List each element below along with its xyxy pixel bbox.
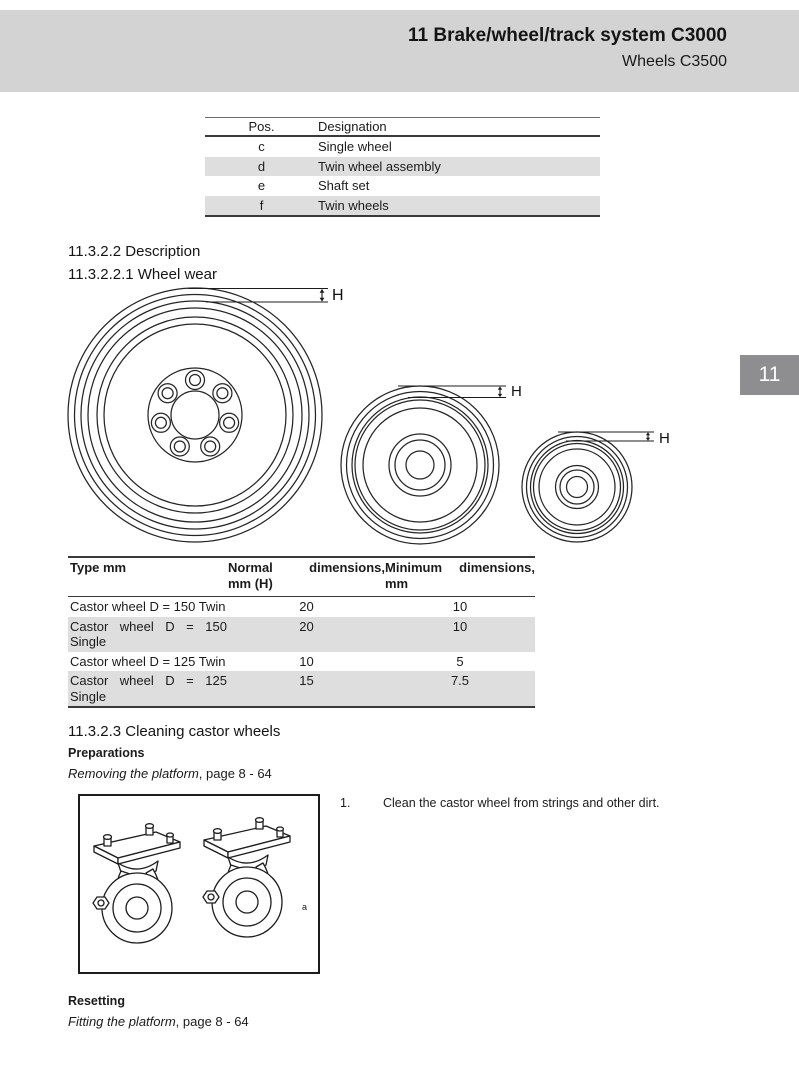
resetting-label: Resetting	[68, 994, 125, 1008]
minimum-header-word: Minimum	[385, 560, 443, 575]
removing-platform-link-text: Removing the platform	[68, 766, 199, 781]
h-dimension-label-small: H	[659, 430, 670, 447]
normal-dimension-cell: 15	[299, 673, 314, 688]
designation-cell: Twin wheel assembly	[318, 158, 441, 174]
castor-wheel-figure	[78, 794, 320, 974]
pos-cell: c	[258, 139, 265, 155]
castor-wheel-drawing	[80, 796, 318, 972]
fitting-platform-reference	[68, 1014, 249, 1029]
normal-header-word: Normal	[228, 560, 273, 575]
normal-dimension-cell: 10	[299, 653, 314, 669]
h-dimension-label-large: H	[332, 287, 344, 304]
type-cell: Castor wheel D = 125 Single	[70, 673, 227, 704]
removing-platform-reference	[68, 766, 272, 781]
chapter-title: 11 Brake/wheel/track system C3000	[408, 25, 727, 46]
fitting-platform-link-text: Fitting the platform	[68, 1014, 176, 1029]
wear-table-row	[68, 597, 535, 617]
dimensions-header-word: dimensions,	[309, 560, 385, 575]
pos-table-body	[205, 137, 600, 215]
figure-item-label: a	[302, 902, 308, 912]
wheel-wear-diagram	[60, 283, 680, 553]
preparations-label: Preparations	[68, 746, 145, 760]
mm-h-header-line: mm (H)	[228, 576, 273, 591]
type-header-cell: Type mm	[70, 560, 127, 575]
pos-table-header	[205, 117, 600, 137]
large-wheel-drawing	[68, 287, 344, 542]
pos-designation-table	[205, 117, 600, 217]
designation-cell: Twin wheels	[318, 197, 389, 213]
h-dimension-label-medium: H	[511, 383, 522, 400]
removing-platform-page-ref: , page 8 - 64	[198, 766, 272, 781]
wear-table-body	[68, 597, 535, 706]
pos-cell: f	[259, 197, 264, 213]
step-number: 1.	[340, 796, 351, 810]
step-text: Clean the castor wheel from strings and other dirt.	[383, 796, 660, 810]
chapter-thumb-tab	[740, 355, 799, 395]
heading-wheel-wear: 11.3.2.2.1 Wheel wear	[68, 266, 217, 283]
normal-dim-header-cell	[228, 560, 385, 592]
designation-cell: Single wheel	[318, 139, 392, 155]
wear-table-row	[68, 671, 535, 706]
small-wheel-drawing	[522, 430, 670, 542]
heading-description: 11.3.2.2 Description	[68, 243, 201, 260]
wear-table-header	[68, 556, 535, 597]
left-caster-drawing	[93, 824, 180, 943]
normal-dimension-cell: 20	[299, 618, 314, 634]
minimum-dimension-cell: 5	[456, 653, 464, 669]
medium-wheel-drawing	[341, 383, 522, 544]
pos-table-row	[205, 137, 600, 157]
type-cell: Castor wheel D = 150 Single	[70, 618, 227, 649]
wear-table-row	[68, 617, 535, 652]
type-cell: Castor wheel D = 125 Twin	[70, 653, 226, 669]
pos-table-row	[205, 176, 600, 196]
mm-header-line: mm	[385, 576, 409, 591]
minimum-dimension-cell: 10	[452, 599, 468, 614]
page-header	[0, 10, 799, 92]
chapter-subtitle: Wheels C3500	[622, 53, 727, 70]
heading-cleaning: 11.3.2.3 Cleaning castor wheels	[68, 723, 281, 740]
fitting-platform-page-ref: , page 8 - 64	[175, 1014, 249, 1029]
minimum-dimension-cell: 7.5	[450, 673, 470, 688]
right-caster-drawing	[203, 818, 290, 937]
pos-cell: e	[257, 178, 266, 194]
pos-table-row	[205, 196, 600, 216]
normal-dimension-cell: 20	[299, 599, 314, 614]
type-cell: Castor wheel D = 150 Twin	[70, 599, 226, 614]
designation-cell: Shaft set	[318, 178, 370, 194]
minimum-dim-header-cell	[385, 560, 535, 592]
wheel-wear-table	[68, 556, 535, 708]
designation-header-cell: Designation	[318, 119, 387, 134]
pos-cell: d	[257, 158, 266, 174]
wear-table-row	[68, 652, 535, 672]
minimum-dimension-cell: 10	[452, 618, 468, 634]
dimensions-header-word: dimensions,	[459, 560, 535, 575]
pos-header-cell: Pos.	[248, 119, 275, 134]
pos-table-row	[205, 157, 600, 177]
chapter-thumb-tab-label: 11	[758, 363, 781, 386]
